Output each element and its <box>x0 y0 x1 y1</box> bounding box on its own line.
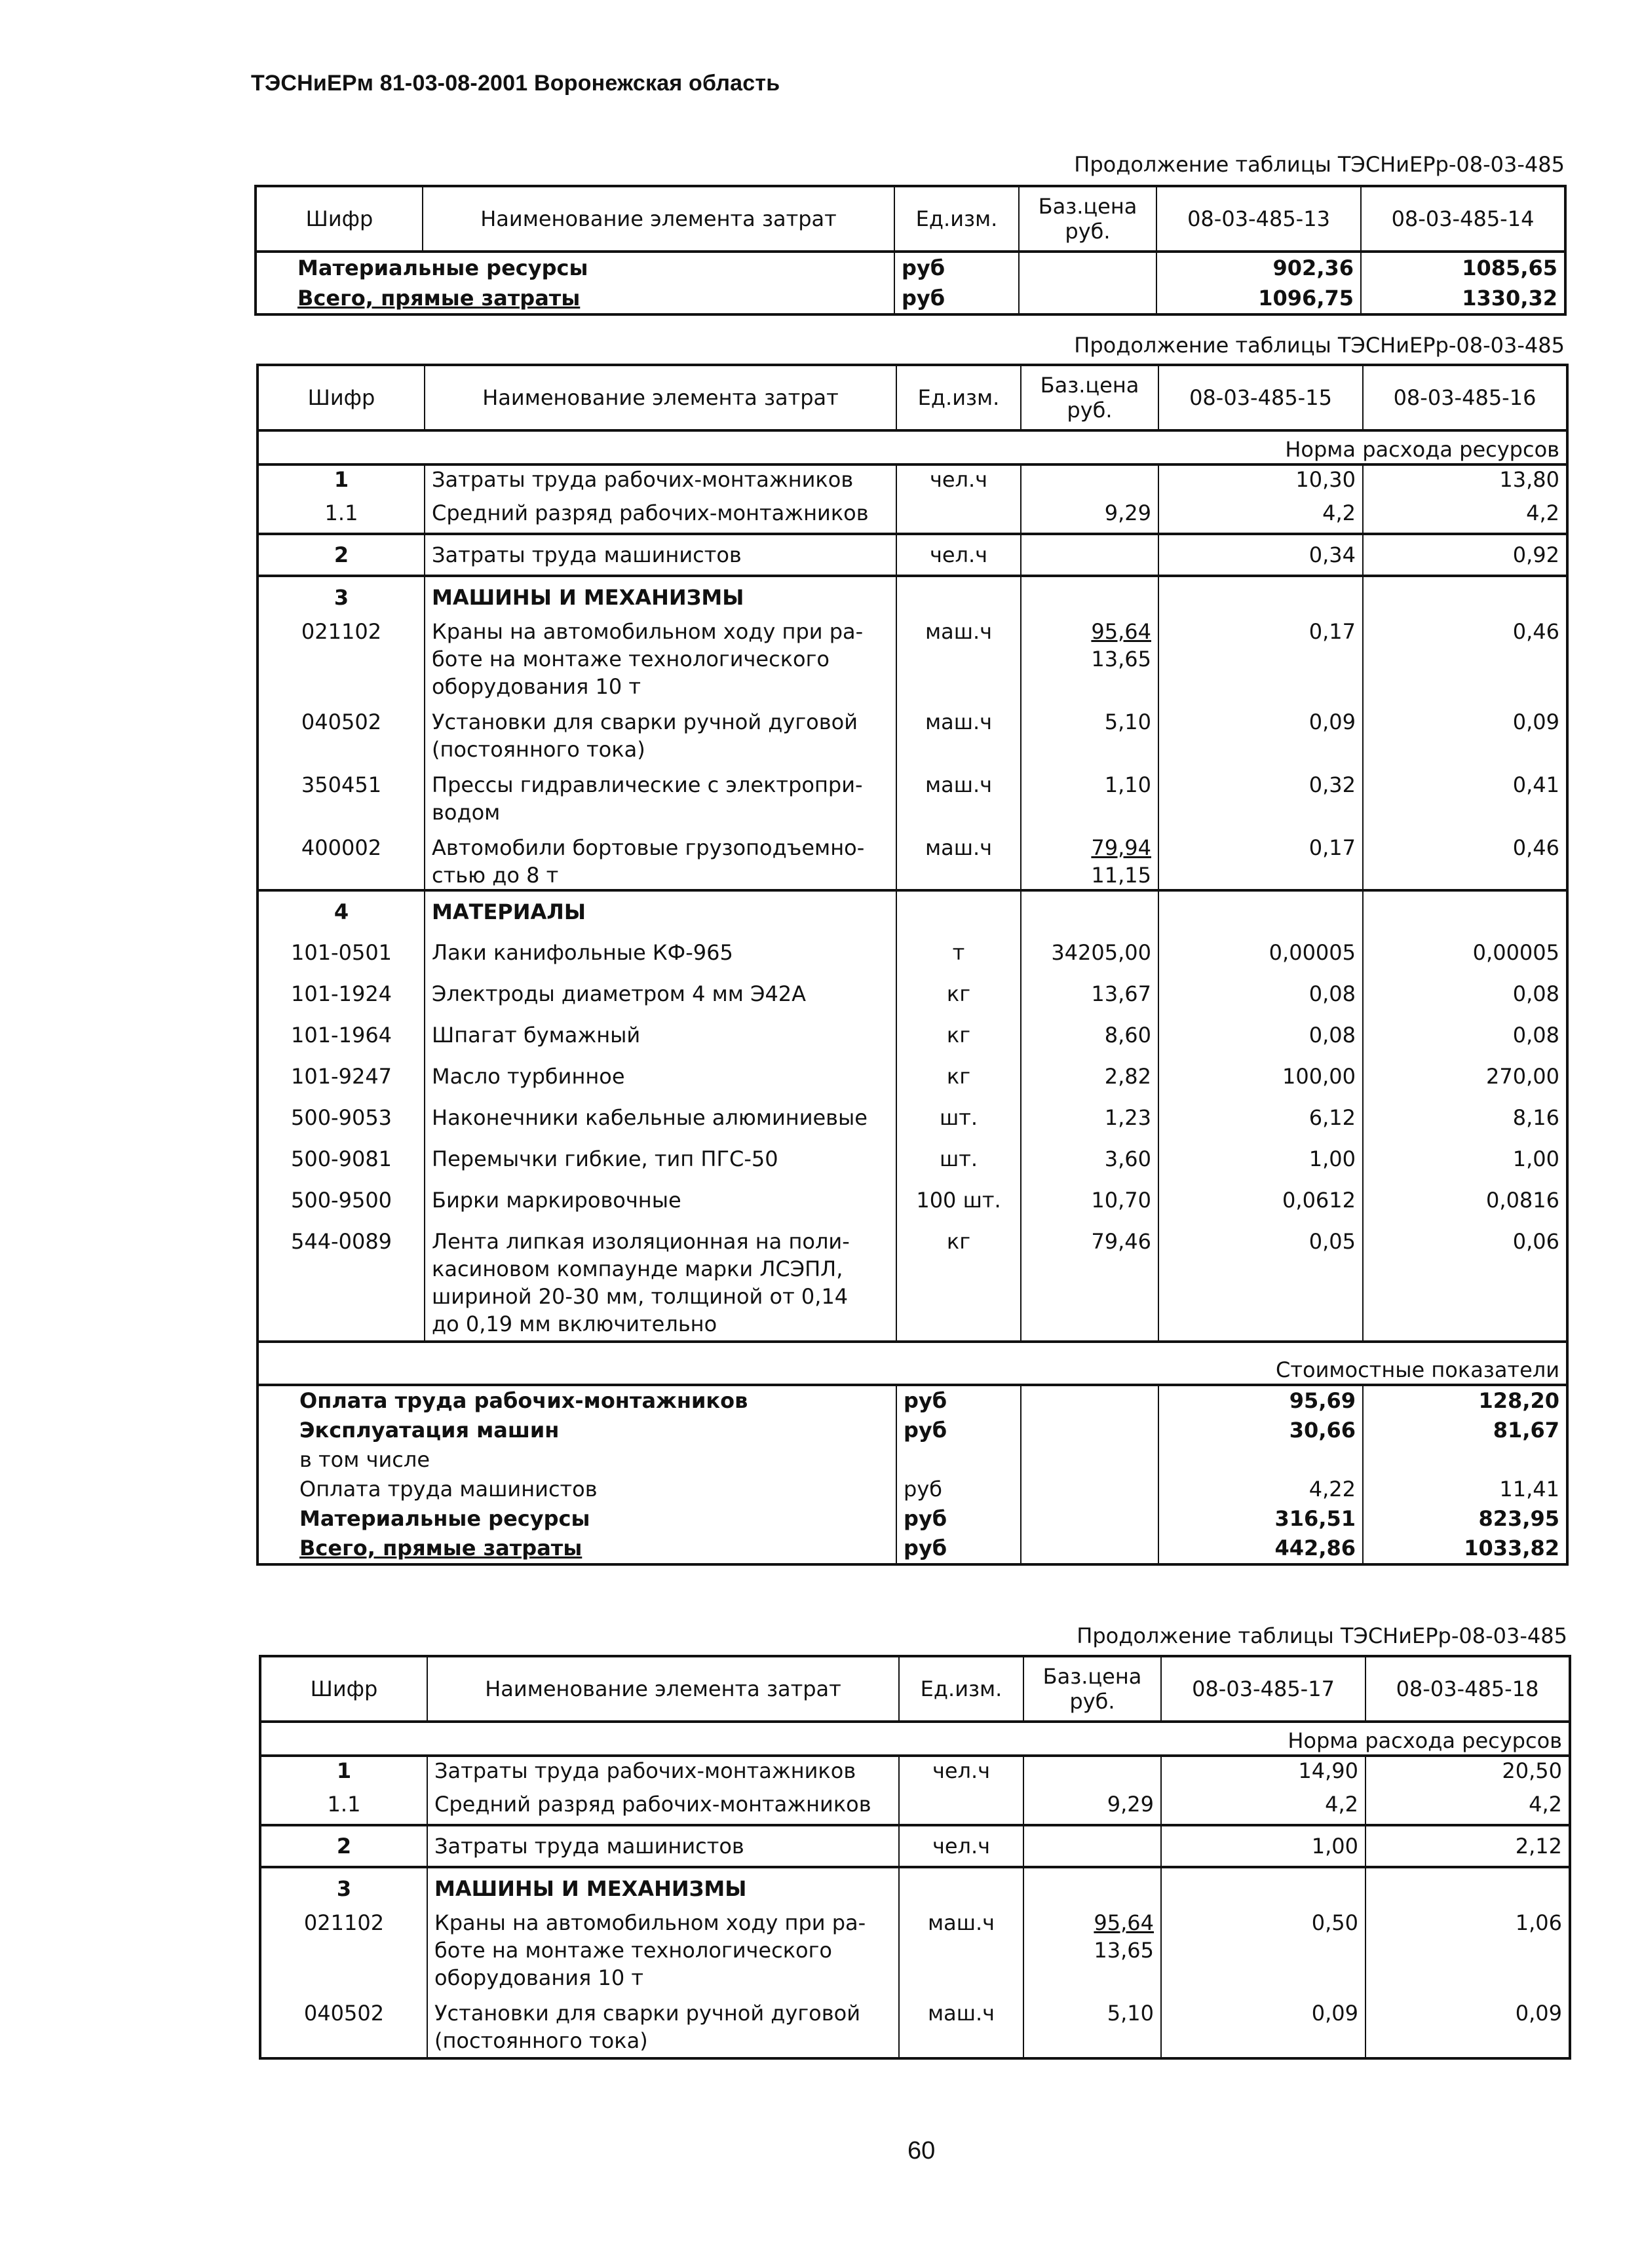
col-header-price: Баз.цена руб. <box>1019 186 1156 252</box>
row-unit: маш.ч <box>899 1909 1023 1992</box>
row-value-a: 1,00 <box>1161 1825 1365 1867</box>
row-value-a: 14,90 <box>1161 1756 1365 1785</box>
resource-table-15-16 <box>256 364 1569 1566</box>
row-value-b: 0,08 <box>1363 1015 1567 1056</box>
row-unit: руб <box>894 283 1019 314</box>
col-header-code: Шифр <box>260 1656 427 1722</box>
table-row <box>258 932 1567 973</box>
row-unit: маш.ч <box>896 763 1021 826</box>
table-row <box>258 464 1567 493</box>
row-code: 021102 <box>303 1910 385 1935</box>
section-row <box>260 1867 1570 1909</box>
row-value-a: 0,00005 <box>1158 932 1363 973</box>
section-row <box>258 890 1567 932</box>
row-value-a <box>1158 1445 1363 1475</box>
row-price: 8,60 <box>1021 1015 1158 1056</box>
row-value-a: 1096,75 <box>1156 283 1361 314</box>
row-value-a: 0,08 <box>1158 1015 1363 1056</box>
row-label: Материальные ресурсы <box>297 255 588 280</box>
summary-row <box>258 1445 1567 1475</box>
row-code: 500-9500 <box>290 1188 392 1213</box>
row-name: Краны на автомобильном ходу при ра- боте на монтаже технологического оборудования 10 т <box>425 618 896 700</box>
row-name: Установки для сварки ручной дуговой (постоянного тока) <box>427 1992 899 2058</box>
row-unit: маш.ч <box>899 1992 1023 2058</box>
table-row <box>258 700 1567 763</box>
row-value-a: 0,08 <box>1158 973 1363 1015</box>
row-code: 500-9053 <box>290 1105 392 1130</box>
row-name: Установки для сварки ручной дуговой (постоянного тока) <box>425 700 896 763</box>
row-code: 400002 <box>301 835 382 860</box>
section-cost-caption: Стоимостные показатели <box>258 1342 1567 1385</box>
row-name: Затраты труда рабочих-монтажников <box>425 464 896 493</box>
row-unit: чел.ч <box>899 1756 1023 1785</box>
row-price: 13,67 <box>1021 973 1158 1015</box>
row-name: Шпагат бумажный <box>425 1015 896 1056</box>
row-value-b: 0,09 <box>1365 1992 1570 2058</box>
row-price: 95,64 13,65 <box>1023 1909 1161 1992</box>
row-value-b: 0,08 <box>1363 973 1567 1015</box>
table-row <box>260 1825 1570 1867</box>
row-value-a: 0,09 <box>1158 700 1363 763</box>
row-value-a: 442,86 <box>1158 1534 1363 1564</box>
row-code: 101-9247 <box>290 1064 392 1089</box>
section-norm-caption: Норма расхода ресурсов <box>1285 437 1559 462</box>
row-value-a: 0,32 <box>1158 763 1363 826</box>
row-unit: маш.ч <box>896 826 1021 890</box>
row-name: Бирки маркировочные <box>425 1180 896 1221</box>
cost-table-13-14 <box>254 185 1567 316</box>
row-price: 95,64 13,65 <box>1021 618 1158 700</box>
row-unit: чел.ч <box>899 1825 1023 1867</box>
row-value-b: 1,06 <box>1365 1909 1570 1992</box>
row-name: Лаки канифольные КФ-965 <box>425 932 896 973</box>
row-unit: маш.ч <box>896 618 1021 700</box>
row-value-a: 0,17 <box>1158 826 1363 890</box>
row-code: 4 <box>258 890 425 932</box>
row-value-b: 0,92 <box>1363 534 1567 576</box>
col-header-code: Шифр <box>256 186 423 252</box>
row-value-b: 128,20 <box>1363 1385 1567 1416</box>
row-code: 350451 <box>301 772 382 797</box>
row-label: в том числе <box>299 1447 430 1472</box>
row-code: 021102 <box>301 619 382 644</box>
summary-row <box>258 1385 1567 1416</box>
table-row <box>258 493 1567 534</box>
row-price: 10,70 <box>1021 1180 1158 1221</box>
row-value-b: 2,12 <box>1365 1825 1570 1867</box>
row-code: 500-9081 <box>290 1146 392 1171</box>
row-value-a: 1,00 <box>1158 1139 1363 1180</box>
table-row <box>258 1221 1567 1342</box>
table-row <box>258 618 1567 700</box>
row-value-b: 0,0816 <box>1363 1180 1567 1221</box>
row-code: 1.1 <box>327 1792 361 1817</box>
col-header-unit: Ед.изм. <box>894 186 1019 252</box>
table-row <box>260 1992 1570 2058</box>
row-value-b: 13,80 <box>1363 464 1567 493</box>
row-value-a: 0,17 <box>1158 618 1363 700</box>
row-price: 3,60 <box>1021 1139 1158 1180</box>
row-unit: руб <box>896 1475 1021 1504</box>
row-code: 1 <box>260 1756 427 1785</box>
row-price: 5,10 <box>1023 1992 1161 2058</box>
row-name: Прессы гидравлические с электропри- водом <box>425 763 896 826</box>
resource-table-17-18 <box>259 1655 1571 2060</box>
col-header-norm-a: 08-03-485-13 <box>1156 186 1361 252</box>
row-value-a: 6,12 <box>1158 1097 1363 1139</box>
row-code: 1 <box>258 464 425 493</box>
row-value-b: 81,67 <box>1363 1416 1567 1445</box>
row-price: 34205,00 <box>1021 932 1158 973</box>
row-value-b: 1330,32 <box>1361 283 1565 314</box>
table-continuation-caption: Продолжение таблицы ТЭСНиЕРр-08-03-485 <box>1074 333 1565 358</box>
summary-row <box>258 1475 1567 1504</box>
col-header-norm-a: 08-03-485-17 <box>1161 1656 1365 1722</box>
section-row <box>258 576 1567 618</box>
row-value-b: 4,2 <box>1363 493 1567 534</box>
row-name: Масло турбинное <box>425 1056 896 1097</box>
section-title: МАШИНЫ И МЕХАНИЗМЫ <box>425 576 896 618</box>
row-value-b: 8,16 <box>1363 1097 1567 1139</box>
table-row <box>258 826 1567 890</box>
col-header-price: Баз.цена руб. <box>1023 1656 1161 1722</box>
document-header: ТЭСНиЕРм 81-03-08-2001 Воронежская область <box>251 71 780 96</box>
row-unit: кг <box>896 973 1021 1015</box>
row-name: Краны на автомобильном ходу при ра- боте на монтаже технологического оборудования 10 т <box>427 1909 899 1992</box>
row-value-b: 11,41 <box>1363 1475 1567 1504</box>
table-row <box>258 1015 1567 1056</box>
row-value-a: 4,22 <box>1158 1475 1363 1504</box>
row-code: 2 <box>260 1825 427 1867</box>
row-value-b: 0,09 <box>1363 700 1567 763</box>
row-price: 1,10 <box>1021 763 1158 826</box>
table-row <box>258 534 1567 576</box>
row-value-a: 316,51 <box>1158 1504 1363 1534</box>
row-code: 1.1 <box>324 501 358 525</box>
col-header-code: Шифр <box>258 365 425 430</box>
col-header-norm-b: 08-03-485-14 <box>1361 186 1565 252</box>
table-row <box>258 1180 1567 1221</box>
row-value-a: 4,2 <box>1161 1785 1365 1825</box>
row-value-a: 95,69 <box>1158 1385 1363 1416</box>
table-row <box>258 973 1567 1015</box>
row-code: 101-1924 <box>290 981 392 1006</box>
row-name: Средний разряд рабочих-монтажников <box>425 493 896 534</box>
page-number: 60 <box>907 2137 936 2164</box>
row-value-b: 0,00005 <box>1363 932 1567 973</box>
row-price: 5,10 <box>1021 700 1158 763</box>
col-header-norm-b: 08-03-485-18 <box>1365 1656 1570 1722</box>
row-label: Всего, прямые затраты <box>297 286 581 311</box>
col-header-norm-b: 08-03-485-16 <box>1363 365 1567 430</box>
summary-row <box>258 1416 1567 1445</box>
row-unit: руб <box>896 1504 1021 1534</box>
row-price: 9,29 <box>1021 493 1158 534</box>
row-value-a: 10,30 <box>1158 464 1363 493</box>
table-row <box>256 252 1565 283</box>
col-header-unit: Ед.изм. <box>896 365 1021 430</box>
row-code: 3 <box>260 1867 427 1909</box>
section-norm-caption: Норма расхода ресурсов <box>1288 1728 1562 1753</box>
row-name: Автомобили бортовые грузоподъемно- стью до 8 т <box>425 826 896 890</box>
row-value-a: 0,50 <box>1161 1909 1365 1992</box>
row-unit: руб <box>896 1416 1021 1445</box>
row-value-a: 902,36 <box>1156 252 1361 283</box>
table-row <box>258 763 1567 826</box>
row-label: Всего, прямые затраты <box>299 1536 582 1560</box>
row-value-a: 100,00 <box>1158 1056 1363 1097</box>
row-unit: маш.ч <box>896 700 1021 763</box>
row-value-a: 0,0612 <box>1158 1180 1363 1221</box>
row-value-b: 20,50 <box>1365 1756 1570 1785</box>
row-unit: кг <box>896 1056 1021 1097</box>
row-unit: руб <box>896 1385 1021 1416</box>
section-title: МАШИНЫ И МЕХАНИЗМЫ <box>427 1867 899 1909</box>
row-unit: шт. <box>896 1139 1021 1180</box>
table-continuation-caption: Продолжение таблицы ТЭСНиЕРр-08-03-485 <box>1077 1623 1567 1648</box>
row-unit: чел.ч <box>896 534 1021 576</box>
row-code: 101-1964 <box>290 1023 392 1048</box>
row-name: Электроды диаметром 4 мм Э42А <box>425 973 896 1015</box>
row-price: 1,23 <box>1021 1097 1158 1139</box>
summary-row <box>258 1534 1567 1564</box>
row-value-b: 4,2 <box>1365 1785 1570 1825</box>
row-unit: кг <box>896 1221 1021 1342</box>
row-value-b: 1,00 <box>1363 1139 1567 1180</box>
col-header-norm-a: 08-03-485-15 <box>1158 365 1363 430</box>
row-code: 544-0089 <box>290 1229 392 1254</box>
table-row <box>258 1056 1567 1097</box>
row-label: Материальные ресурсы <box>299 1506 590 1531</box>
row-unit: руб <box>896 1534 1021 1564</box>
row-value-b: 823,95 <box>1363 1504 1567 1534</box>
col-header-name: Наименование элемента затрат <box>425 365 896 430</box>
row-unit: т <box>896 932 1021 973</box>
row-value-b: 0,41 <box>1363 763 1567 826</box>
table-continuation-caption: Продолжение таблицы ТЭСНиЕРр-08-03-485 <box>1074 152 1565 177</box>
row-code: 040502 <box>301 709 382 734</box>
row-name: Лента липкая изоляционная на поли- касиновом компаунде марки ЛСЭПЛ, шириной 20-30 мм, толщиной от 0,14 до 0,19 мм включительно <box>425 1221 896 1342</box>
row-value-b: 0,06 <box>1363 1221 1567 1342</box>
row-value-b <box>1363 1445 1567 1475</box>
row-value-a: 0,09 <box>1161 1992 1365 2058</box>
row-value-b: 0,46 <box>1363 826 1567 890</box>
row-unit: шт. <box>896 1097 1021 1139</box>
row-code: 040502 <box>303 2001 385 2026</box>
row-price: 9,29 <box>1023 1785 1161 1825</box>
row-label: Оплата труда рабочих-монтажников <box>258 1385 896 1416</box>
row-price: 2,82 <box>1021 1056 1158 1097</box>
col-header-unit: Ед.изм. <box>899 1656 1023 1722</box>
row-value-a: 0,34 <box>1158 534 1363 576</box>
row-name: Затраты труда машинистов <box>425 534 896 576</box>
table-row <box>260 1785 1570 1825</box>
row-value-a: 30,66 <box>1158 1416 1363 1445</box>
row-name: Наконечники кабельные алюминиевые <box>425 1097 896 1139</box>
col-header-name: Наименование элемента затрат <box>423 186 894 252</box>
col-header-price: Баз.цена руб. <box>1021 365 1158 430</box>
row-code: 2 <box>258 534 425 576</box>
row-code: 101-0501 <box>290 940 392 965</box>
row-name: Затраты труда машинистов <box>427 1825 899 1867</box>
summary-row <box>258 1504 1567 1534</box>
table-row <box>260 1909 1570 1992</box>
row-code: 3 <box>258 576 425 618</box>
row-price: 79,46 <box>1021 1221 1158 1342</box>
row-value-b: 270,00 <box>1363 1056 1567 1097</box>
row-name: Перемычки гибкие, тип ПГС-50 <box>425 1139 896 1180</box>
row-label: Эксплуатация машин <box>299 1418 560 1443</box>
row-unit: руб <box>894 252 1019 283</box>
section-title: МАТЕРИАЛЫ <box>425 890 896 932</box>
row-price: 79,94 11,15 <box>1021 826 1158 890</box>
row-unit: чел.ч <box>896 464 1021 493</box>
table-row <box>256 283 1565 314</box>
row-unit: 100 шт. <box>896 1180 1021 1221</box>
row-name: Средний разряд рабочих-монтажников <box>427 1785 899 1825</box>
row-value-b: 0,46 <box>1363 618 1567 700</box>
row-unit: кг <box>896 1015 1021 1056</box>
table-row <box>258 1097 1567 1139</box>
row-value-a: 4,2 <box>1158 493 1363 534</box>
table-row <box>258 1139 1567 1180</box>
col-header-name: Наименование элемента затрат <box>427 1656 899 1722</box>
row-name: Затраты труда рабочих-монтажников <box>427 1756 899 1785</box>
table-row <box>260 1756 1570 1785</box>
row-value-b: 1085,65 <box>1361 252 1565 283</box>
row-value-a: 0,05 <box>1158 1221 1363 1342</box>
row-label: Оплата труда машинистов <box>299 1477 598 1502</box>
row-value-b: 1033,82 <box>1363 1534 1567 1564</box>
row-unit <box>896 1445 1021 1475</box>
